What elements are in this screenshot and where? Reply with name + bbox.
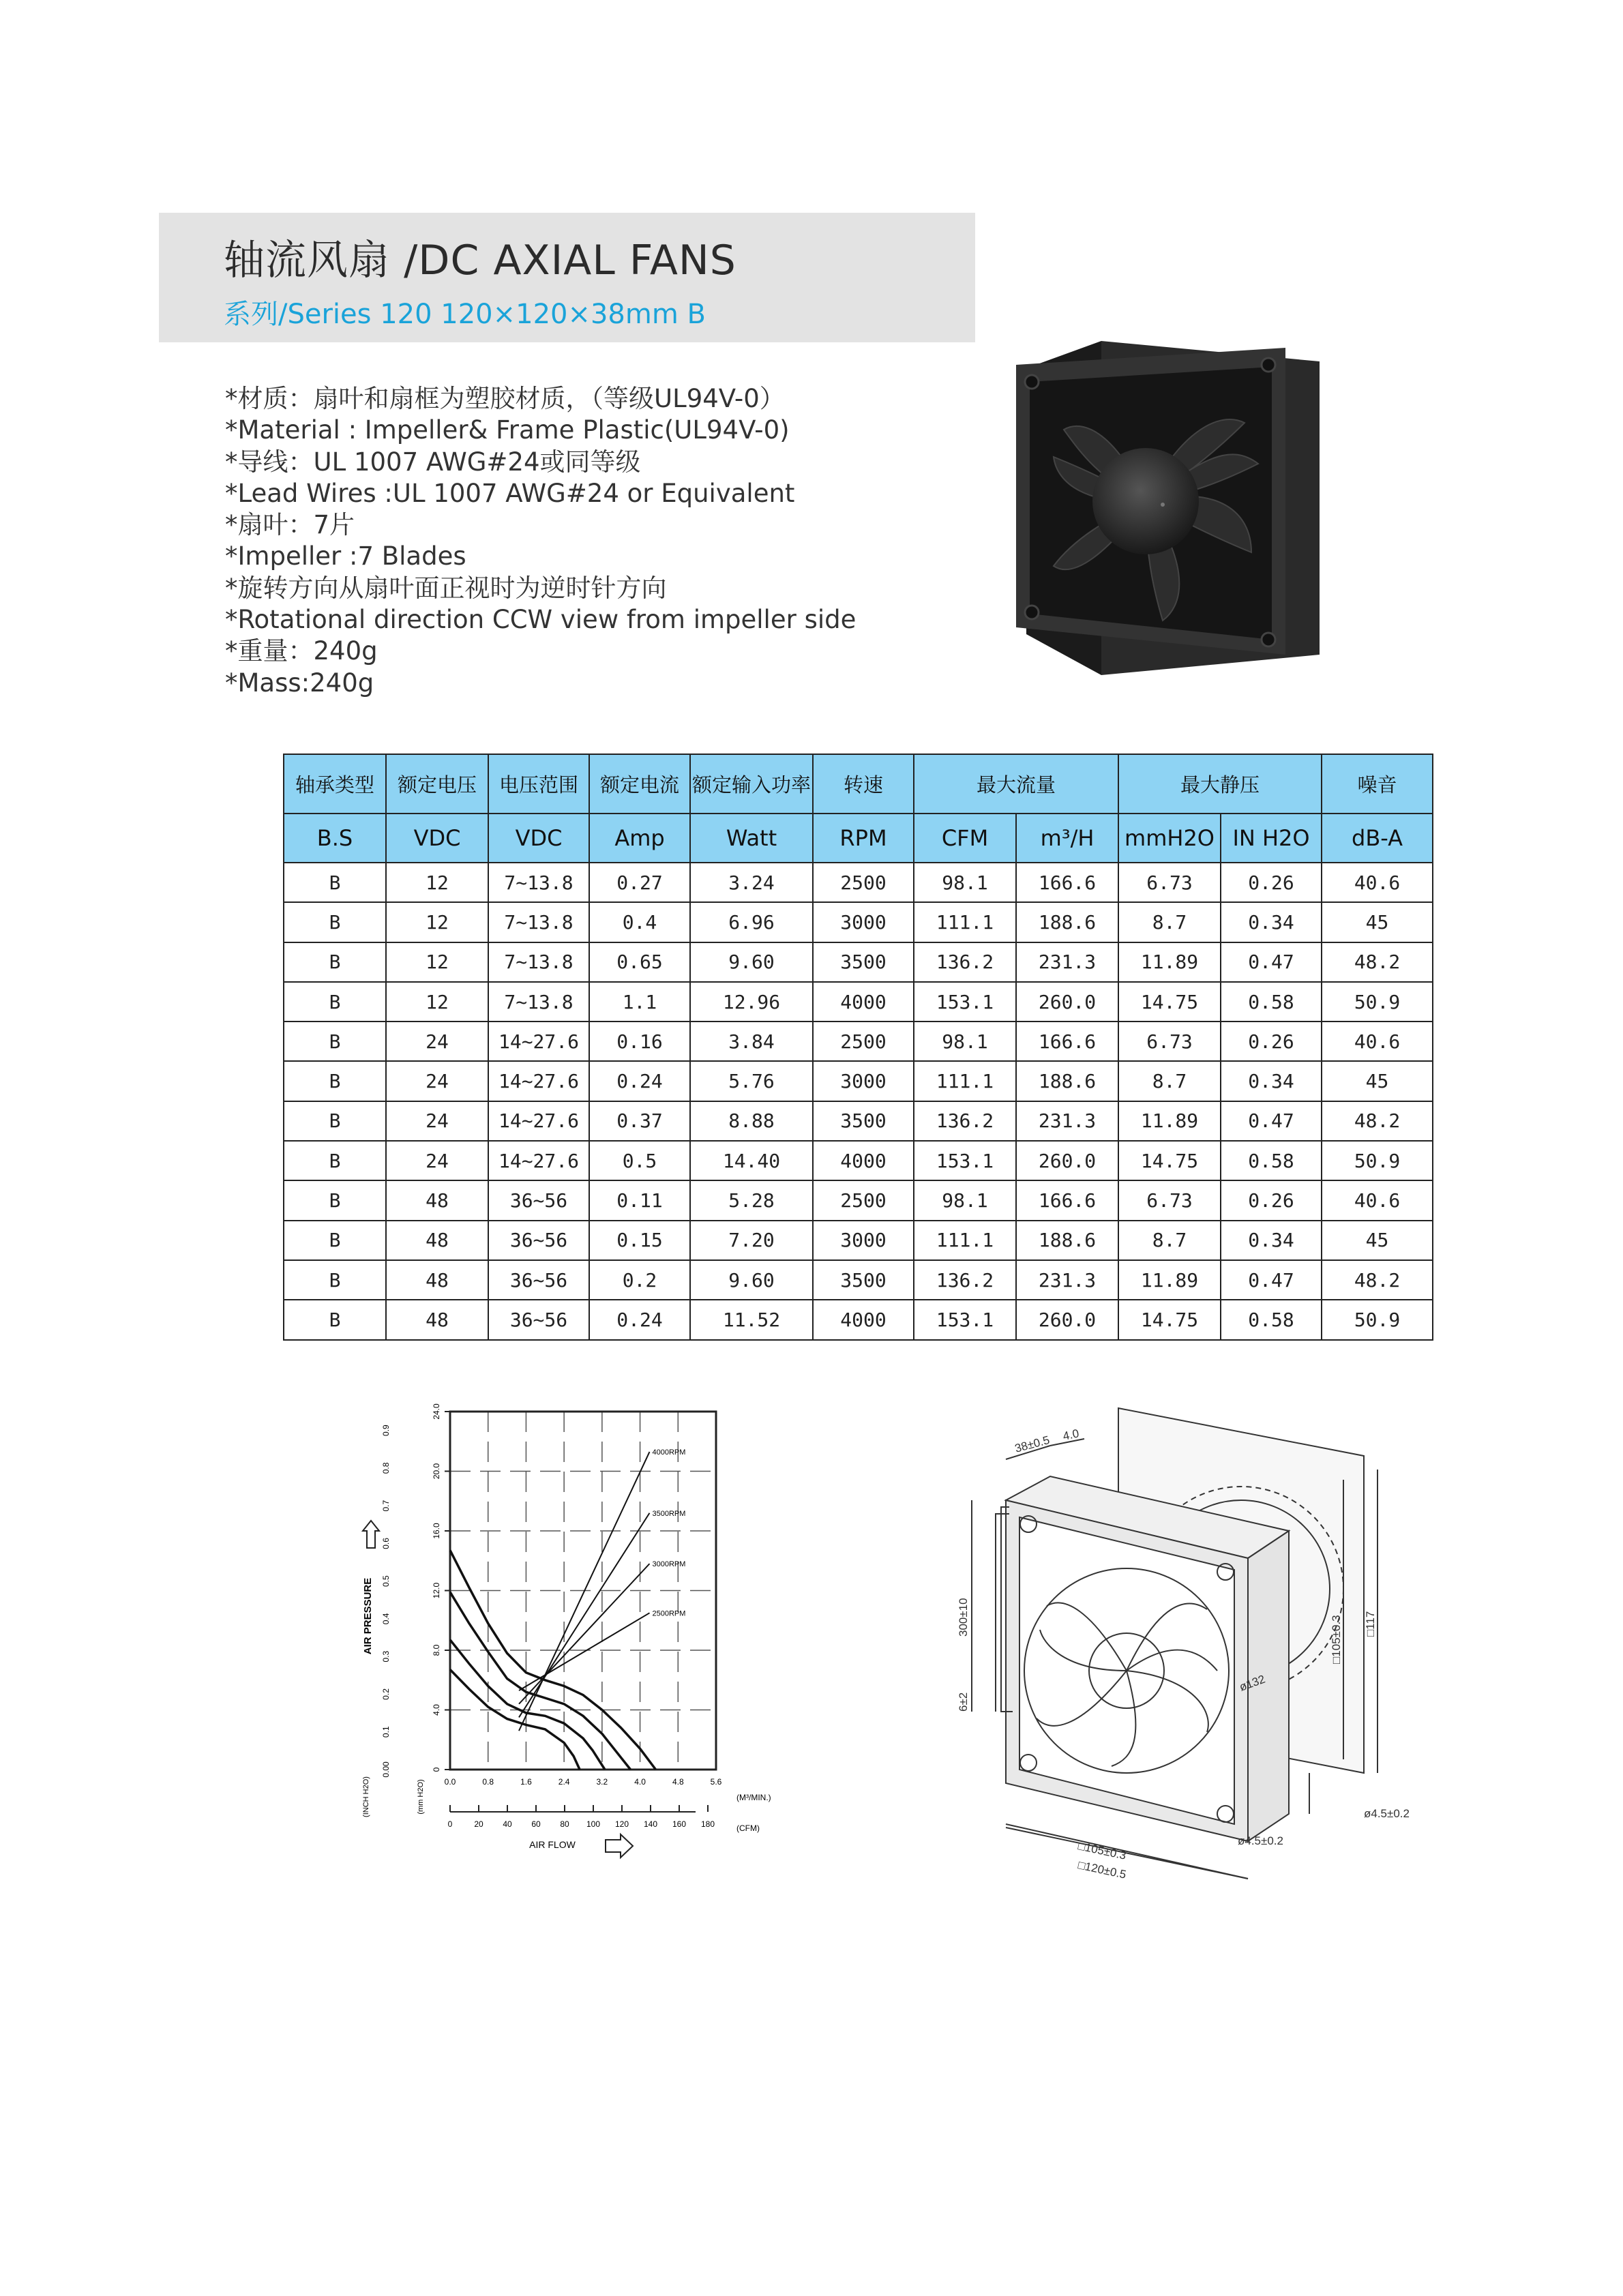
table-cell: 14.75 xyxy=(1118,1300,1221,1339)
table-cell: 0.16 xyxy=(589,1022,690,1061)
table-cell: 0.34 xyxy=(1221,1221,1322,1260)
table-cell: B xyxy=(284,1141,386,1180)
table-cell: 9.60 xyxy=(690,942,813,982)
dim-wire-length: 300±10 xyxy=(957,1598,970,1637)
table-cell: 3500 xyxy=(813,1101,914,1141)
chart-x-tick-m3: 2.4 xyxy=(558,1777,570,1787)
table-cell: 40.6 xyxy=(1322,863,1433,902)
table-cell: 11.52 xyxy=(690,1300,813,1339)
spec-material-en: *Material : Impeller& Frame Plastic(UL94V-0) xyxy=(225,415,790,445)
table-cell: 111.1 xyxy=(914,1061,1016,1101)
chart-series-label: 3000RPM xyxy=(652,1560,686,1569)
table-cell: 0.58 xyxy=(1221,1141,1322,1180)
table-cell: 0.58 xyxy=(1221,1300,1322,1339)
table-cell: 231.3 xyxy=(1016,942,1118,982)
chart-x-tick-m3: 0.0 xyxy=(444,1777,456,1787)
table-cell: 50.9 xyxy=(1322,982,1433,1022)
table-cell: 0.26 xyxy=(1221,863,1322,902)
table-cell: 48 xyxy=(386,1221,488,1260)
chart-series xyxy=(450,1452,656,1770)
table-row xyxy=(284,1022,1433,1061)
chart-x-label: AIR FLOW xyxy=(529,1839,576,1850)
table-cell: 3000 xyxy=(813,1221,914,1260)
chart-y-tick-inch: 0.5 xyxy=(381,1575,391,1587)
table-cell: 1.1 xyxy=(589,982,690,1022)
table-cell: 0.58 xyxy=(1221,982,1322,1022)
table-cell: 111.1 xyxy=(914,902,1016,942)
table-cell: 6.73 xyxy=(1118,863,1221,902)
chart-y-label: AIR PRESSURE xyxy=(362,1577,374,1655)
table-cell: 14~27.6 xyxy=(488,1061,589,1101)
spec-leadwire-cn: *导线：UL 1007 AWG#24或同等级 xyxy=(225,447,641,477)
table-cell: 0.47 xyxy=(1221,942,1322,982)
chart-x-tick-m3: 4.0 xyxy=(634,1777,646,1787)
chart-x-tick-cfm: 40 xyxy=(503,1819,512,1829)
table-row xyxy=(284,1221,1433,1260)
chart-x-unit-cfm: (CFM) xyxy=(736,1823,760,1833)
table-cell: 2500 xyxy=(813,1022,914,1061)
table-row xyxy=(284,863,1433,902)
chart-x-tick-m3: 5.6 xyxy=(710,1777,722,1787)
table-cell: 231.3 xyxy=(1016,1101,1118,1141)
spec-impeller-en: *Impeller :7 Blades xyxy=(225,541,466,571)
table-cell: 188.6 xyxy=(1016,1061,1118,1101)
table-cell: 8.7 xyxy=(1118,902,1221,942)
dim-depth: 38±0.5 xyxy=(1013,1433,1052,1455)
table-cell: 2500 xyxy=(813,863,914,902)
chart-y-tick-inch: 0.6 xyxy=(381,1538,391,1549)
table-cell: 36~56 xyxy=(488,1180,589,1220)
table-row xyxy=(284,902,1433,942)
table-cell: 24 xyxy=(386,1101,488,1141)
unit-header: IN H2O xyxy=(1221,814,1322,863)
table-cell: 260.0 xyxy=(1016,982,1118,1022)
dim-hole-spacing-bottom: □105±0.3 xyxy=(1077,1839,1128,1862)
table-cell: 98.1 xyxy=(914,1180,1016,1220)
table-cell: 188.6 xyxy=(1016,1221,1118,1260)
table-cell: 0.26 xyxy=(1221,1180,1322,1220)
chart-y-arrow-icon xyxy=(363,1521,379,1548)
table-cell: 14~27.6 xyxy=(488,1141,589,1180)
chart-x-tick-cfm: 0 xyxy=(447,1819,453,1829)
table-cell: 3.84 xyxy=(690,1022,813,1061)
table-cell: B xyxy=(284,942,386,982)
table-cell: 0.34 xyxy=(1221,902,1322,942)
spec-impeller-cn: *扇叶：7片 xyxy=(225,510,355,540)
table-cell: 6.73 xyxy=(1118,1022,1221,1061)
dim-strip: 6±2 xyxy=(957,1692,970,1712)
table-cell: 136.2 xyxy=(914,1260,1016,1300)
table-header-cn-row xyxy=(284,754,1433,814)
table-cell: 24 xyxy=(386,1141,488,1180)
chart-y-tick-mm: 12.0 xyxy=(432,1582,441,1599)
table-row xyxy=(284,1260,1433,1300)
table-cell: 24 xyxy=(386,1022,488,1061)
table-row xyxy=(284,1101,1433,1141)
unit-header: CFM xyxy=(914,814,1016,863)
col-header-noise: 噪音 xyxy=(1322,754,1433,814)
table-cell: 260.0 xyxy=(1016,1141,1118,1180)
table-cell: B xyxy=(284,1180,386,1220)
table-cell: 24 xyxy=(386,1061,488,1101)
table-cell: 7.20 xyxy=(690,1221,813,1260)
table-cell: 48 xyxy=(386,1300,488,1339)
table-cell: 45 xyxy=(1322,1061,1433,1101)
table-cell: 111.1 xyxy=(914,1221,1016,1260)
table-cell: 0.37 xyxy=(589,1101,690,1141)
table-cell: 166.6 xyxy=(1016,863,1118,902)
table-cell: B xyxy=(284,902,386,942)
spec-list xyxy=(225,383,962,699)
table-cell: 4000 xyxy=(813,1300,914,1339)
table-cell: 0.27 xyxy=(589,863,690,902)
chart-y-tick-mm: 16.0 xyxy=(432,1523,441,1539)
unit-header: Watt xyxy=(690,814,813,863)
spec-material-cn: *材质：扇叶和扇框为塑胶材质，（等级UL94V-0） xyxy=(225,384,785,413)
table-cell: 14~27.6 xyxy=(488,1022,589,1061)
table-cell: 4000 xyxy=(813,1141,914,1180)
chart-y-tick-mm: 8.0 xyxy=(432,1644,441,1656)
unit-header: RPM xyxy=(813,814,914,863)
chart-y-tick-inch: 0.3 xyxy=(381,1650,391,1663)
table-cell: 0.47 xyxy=(1221,1101,1322,1141)
chart-x-tick-cfm: 180 xyxy=(700,1819,715,1829)
chart-x-tick-m3: 3.2 xyxy=(596,1777,608,1787)
col-header-speed: 转速 xyxy=(813,754,914,814)
table-cell: 14.75 xyxy=(1118,1141,1221,1180)
table-cell: 0.4 xyxy=(589,902,690,942)
table-cell: 40.6 xyxy=(1322,1180,1433,1220)
table-cell: 136.2 xyxy=(914,1101,1016,1141)
col-header-max-airflow: 最大流量 xyxy=(914,754,1118,814)
table-cell: 231.3 xyxy=(1016,1260,1118,1300)
table-cell: 4000 xyxy=(813,982,914,1022)
col-header-input-power: 额定输入功率 xyxy=(690,754,813,814)
spec-mass-cn: *重量：240g xyxy=(225,636,378,666)
chart-series-label: 2500RPM xyxy=(652,1609,686,1618)
table-cell: 8.7 xyxy=(1118,1061,1221,1101)
col-header-rated-current: 额定电流 xyxy=(589,754,690,814)
table-cell: 2500 xyxy=(813,1180,914,1220)
dim-frame-size: □120±0.5 xyxy=(1077,1858,1128,1881)
table-cell: 3000 xyxy=(813,1061,914,1101)
dim-hole-diameter: ø4.5±0.2 xyxy=(1238,1834,1283,1847)
table-cell: 50.9 xyxy=(1322,1300,1433,1339)
table-cell: 98.1 xyxy=(914,1022,1016,1061)
unit-header: m³/H xyxy=(1016,814,1118,863)
chart-x-tick-cfm: 140 xyxy=(643,1819,658,1829)
table-cell: 11.89 xyxy=(1118,942,1221,982)
table-cell: B xyxy=(284,1101,386,1141)
dim-hole-diameter-back: ø4.5±0.2 xyxy=(1364,1807,1410,1820)
table-cell: 36~56 xyxy=(488,1260,589,1300)
chart-x-arrow-icon xyxy=(606,1834,633,1858)
table-cell: B xyxy=(284,1061,386,1101)
table-cell: 0.11 xyxy=(589,1180,690,1220)
dim-hole-spacing-side: □105±0.3 xyxy=(1330,1615,1343,1664)
unit-header: Amp xyxy=(589,814,690,863)
table-cell: 0.26 xyxy=(1221,1022,1322,1061)
unit-header: dB-A xyxy=(1322,814,1433,863)
chart-series-label: 4000RPM xyxy=(652,1448,686,1457)
table-cell: 153.1 xyxy=(914,982,1016,1022)
table-cell: 12.96 xyxy=(690,982,813,1022)
table-cell: 7~13.8 xyxy=(488,863,589,902)
table-cell: 48 xyxy=(386,1180,488,1220)
table-cell: 12 xyxy=(386,942,488,982)
table-cell: 11.89 xyxy=(1118,1260,1221,1300)
chart-y-tick-inch: 0.2 xyxy=(381,1688,391,1700)
chart-x-tick-cfm: 20 xyxy=(474,1819,483,1829)
table-cell: 3000 xyxy=(813,902,914,942)
chart-system-line xyxy=(519,1613,650,1690)
table-cell: 48.2 xyxy=(1322,942,1433,982)
spec-mass-en: *Mass:240g xyxy=(225,668,374,698)
spec-rotation-cn: *旋转方向从扇叶面正视时为逆时针方向 xyxy=(225,573,667,603)
dim-flange: 4.0 xyxy=(1061,1427,1080,1443)
unit-header: VDC xyxy=(488,814,589,863)
col-header-bearing: 轴承类型 xyxy=(284,754,386,814)
table-header-en-row xyxy=(284,814,1433,863)
table-cell: 153.1 xyxy=(914,1141,1016,1180)
chart-y-tick-mm: 20.0 xyxy=(432,1463,441,1480)
table-cell: B xyxy=(284,1221,386,1260)
table-cell: 7~13.8 xyxy=(488,902,589,942)
table-cell: 153.1 xyxy=(914,1300,1016,1339)
table-cell: 0.24 xyxy=(589,1300,690,1339)
table-row xyxy=(284,1180,1433,1220)
table-cell: 14~27.6 xyxy=(488,1101,589,1141)
page-title: 轴流风扇 /DC AXIAL FANS xyxy=(224,237,736,284)
chart-y-unit-mm: (mm H2O) xyxy=(417,1779,425,1815)
table-cell: 188.6 xyxy=(1016,902,1118,942)
table-cell: 0.15 xyxy=(589,1221,690,1260)
table-cell: 48 xyxy=(386,1260,488,1300)
col-header-max-pressure: 最大静压 xyxy=(1118,754,1322,814)
table-cell: 3500 xyxy=(813,942,914,982)
chart-y-tick-inch: 0.7 xyxy=(381,1500,391,1512)
table-cell: 0.47 xyxy=(1221,1260,1322,1300)
chart-labels xyxy=(362,1403,771,1833)
table-cell: 5.76 xyxy=(690,1061,813,1101)
table-cell: 0.2 xyxy=(589,1260,690,1300)
table-cell: 6.96 xyxy=(690,902,813,942)
chart-system-line xyxy=(519,1452,650,1731)
table-cell: 0.34 xyxy=(1221,1061,1322,1101)
table-cell: 8.7 xyxy=(1118,1221,1221,1260)
chart-x-tick-cfm: 100 xyxy=(586,1819,601,1829)
table-row xyxy=(284,1141,1433,1180)
chart-x-tick-cfm: 80 xyxy=(560,1819,569,1829)
table-cell: B xyxy=(284,863,386,902)
dimension-drawing xyxy=(927,1391,1432,1881)
dim-cutout: □117 xyxy=(1364,1611,1377,1637)
chart-system-line xyxy=(519,1513,650,1718)
table-cell: 0.65 xyxy=(589,942,690,982)
table-cell: 48.2 xyxy=(1322,1260,1433,1300)
chart-system-line xyxy=(519,1564,650,1704)
chart-y-tick-inch: 0.4 xyxy=(381,1613,391,1625)
header-band xyxy=(159,213,975,342)
table-cell: 7~13.8 xyxy=(488,942,589,982)
spec-table-wrapper xyxy=(283,754,1432,1341)
fan-product-photo xyxy=(999,334,1326,679)
spec-rotation-en: *Rotational direction CCW view from impeller side xyxy=(225,605,857,635)
dim-diameter: ø132 xyxy=(1237,1672,1267,1694)
chart-series-line xyxy=(450,1550,656,1770)
chart-x-tick-m3: 1.6 xyxy=(520,1777,532,1787)
table-cell: 9.60 xyxy=(690,1260,813,1300)
table-cell: B xyxy=(284,982,386,1022)
table-cell: 14.75 xyxy=(1118,982,1221,1022)
pq-chart xyxy=(348,1391,784,1868)
unit-header: mmH2O xyxy=(1118,814,1221,863)
table-row xyxy=(284,982,1433,1022)
unit-header: VDC xyxy=(386,814,488,863)
table-cell: 166.6 xyxy=(1016,1180,1118,1220)
table-cell: 3500 xyxy=(813,1260,914,1300)
table-cell: B xyxy=(284,1300,386,1339)
chart-y-tick-inch: 0.1 xyxy=(381,1726,391,1738)
spec-leadwire-en: *Lead Wires :UL 1007 AWG#24 or Equivalent xyxy=(225,478,795,508)
chart-y-tick-mm: 0 xyxy=(432,1767,441,1772)
table-cell: 0.24 xyxy=(589,1061,690,1101)
table-cell: 45 xyxy=(1322,1221,1433,1260)
chart-series-label: 3500RPM xyxy=(652,1509,686,1518)
table-row xyxy=(284,1061,1433,1101)
table-cell: 14.40 xyxy=(690,1141,813,1180)
spec-table xyxy=(283,754,1433,1341)
table-cell: 12 xyxy=(386,982,488,1022)
table-row xyxy=(284,1300,1433,1339)
table-cell: B xyxy=(284,1022,386,1061)
col-header-voltage-range: 电压范围 xyxy=(488,754,589,814)
table-cell: 50.9 xyxy=(1322,1141,1433,1180)
table-cell: 12 xyxy=(386,902,488,942)
chart-y-tick-inch: 0.00 xyxy=(381,1761,391,1778)
chart-y-unit-inch: (INCH H2O) xyxy=(362,1776,370,1817)
chart-y-tick-inch: 0.9 xyxy=(381,1425,391,1436)
table-cell: 8.88 xyxy=(690,1101,813,1141)
chart-x-tick-cfm: 160 xyxy=(672,1819,687,1829)
col-header-rated-voltage: 额定电压 xyxy=(386,754,488,814)
table-cell: 0.5 xyxy=(589,1141,690,1180)
chart-x-tick-cfm: 60 xyxy=(531,1819,541,1829)
chart-x-tick-m3: 4.8 xyxy=(672,1777,684,1787)
chart-y-tick-inch: 0.8 xyxy=(381,1462,391,1474)
table-cell: B xyxy=(284,1260,386,1300)
table-cell: 40.6 xyxy=(1322,1022,1433,1061)
chart-y-tick-mm: 4.0 xyxy=(432,1704,441,1716)
page-subtitle: 系列/Series 120 120×120×38mm B xyxy=(224,299,706,330)
table-cell: 11.89 xyxy=(1118,1101,1221,1141)
table-cell: 36~56 xyxy=(488,1221,589,1260)
unit-header: B.S xyxy=(284,814,386,863)
table-row xyxy=(284,942,1433,982)
table-cell: 7~13.8 xyxy=(488,982,589,1022)
chart-y-tick-mm: 24.0 xyxy=(432,1403,441,1420)
table-cell: 260.0 xyxy=(1016,1300,1118,1339)
chart-x-unit-m3: (M³/MIN.) xyxy=(736,1793,771,1802)
table-cell: 6.73 xyxy=(1118,1180,1221,1220)
chart-x-tick-cfm: 120 xyxy=(614,1819,629,1829)
table-cell: 36~56 xyxy=(488,1300,589,1339)
chart-x-tick-m3: 0.8 xyxy=(482,1777,494,1787)
table-cell: 12 xyxy=(386,863,488,902)
table-cell: 98.1 xyxy=(914,863,1016,902)
table-cell: 166.6 xyxy=(1016,1022,1118,1061)
table-cell: 5.28 xyxy=(690,1180,813,1220)
table-body xyxy=(284,863,1433,1340)
table-cell: 136.2 xyxy=(914,942,1016,982)
table-cell: 3.24 xyxy=(690,863,813,902)
table-cell: 48.2 xyxy=(1322,1101,1433,1141)
table-cell: 45 xyxy=(1322,902,1433,942)
